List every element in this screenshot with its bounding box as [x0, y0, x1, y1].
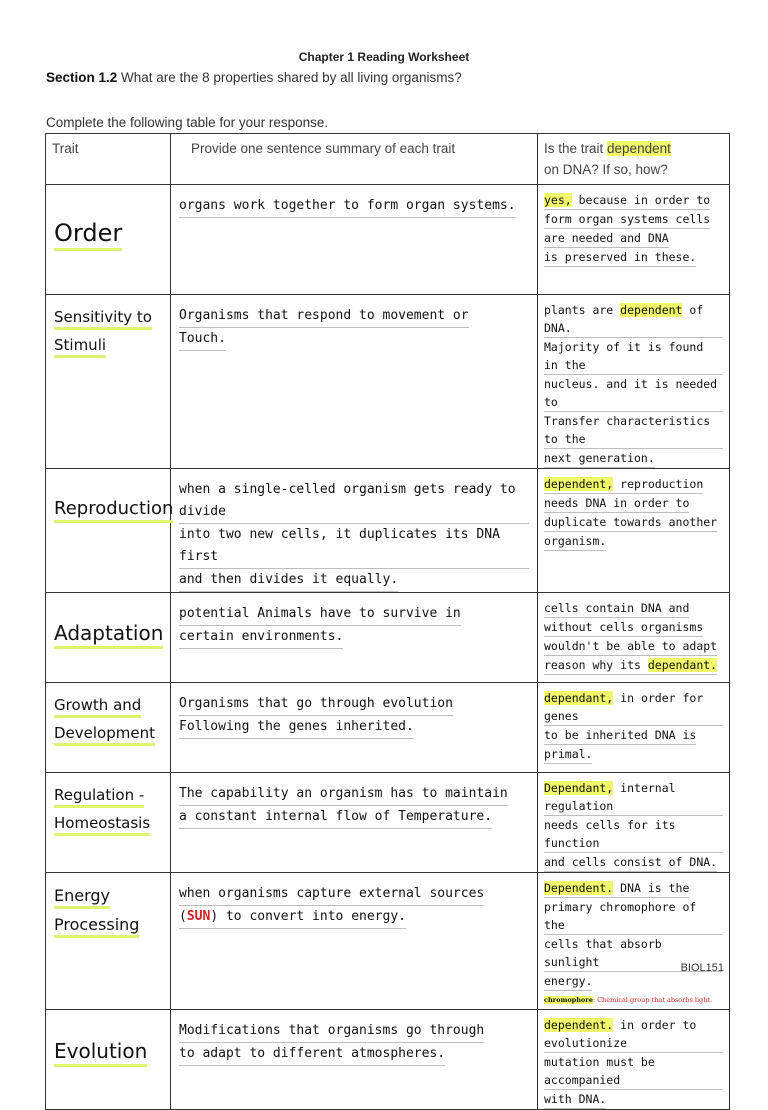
- trait-cell: [46, 1010, 171, 1110]
- dependency-cell: [538, 593, 730, 683]
- summary-cell: [171, 1010, 538, 1110]
- dependency-line: cells that absorb sunlight: [544, 935, 723, 972]
- trait-name: Adaptation: [54, 621, 163, 649]
- trait-cell: [46, 295, 171, 469]
- dependency-line: plants are dependent of DNA.: [544, 301, 723, 338]
- dependency-line: form organ systems cells: [544, 210, 710, 229]
- table-row: [46, 469, 730, 593]
- dependency-line: organism.: [544, 532, 606, 551]
- table-row: [46, 873, 730, 1010]
- dependency-cell: [538, 185, 730, 295]
- trait-name: Evolution: [54, 1039, 147, 1067]
- dependency-line: and cells consist of DNA.: [544, 853, 717, 872]
- trait-name: Growth and: [54, 696, 141, 718]
- trait-name: Processing: [54, 915, 139, 938]
- dependency-line: wouldn't be able to adapt: [544, 637, 717, 656]
- dependency-line: needs DNA in order to: [544, 494, 689, 513]
- summary-line: Following the genes inherited.: [179, 716, 414, 739]
- dependency-cell: [538, 1010, 730, 1110]
- trait-name: Regulation -: [54, 786, 144, 808]
- dependency-line: are needed and DNA: [544, 229, 669, 248]
- response-table: [45, 133, 730, 1110]
- dependency-line: yes, because in order to: [544, 191, 710, 210]
- dependency-line: mutation must be accompanied: [544, 1053, 723, 1090]
- table-row: [46, 683, 730, 773]
- dependency-line: next generation.: [544, 449, 655, 468]
- dependency-keyword: dependent.: [544, 1018, 614, 1032]
- trait-name: Stimuli: [54, 336, 106, 358]
- dependency-line: without cells organisms: [544, 618, 703, 637]
- table-row: [46, 295, 730, 469]
- instruction-text: Complete the following table for your response.: [46, 115, 329, 130]
- question-text: What are the 8 properties shared by all living organisms?: [117, 70, 462, 85]
- dependency-keyword: yes,: [544, 193, 572, 207]
- dependency-line: primary chromophore of the: [544, 898, 723, 935]
- summary-line: when organisms capture external sources: [179, 883, 484, 906]
- dependency-keyword: dependant.: [647, 658, 718, 672]
- summary-cell: [171, 683, 538, 773]
- summary-line: when a single-celled organism gets ready to divide: [179, 479, 529, 524]
- summary-cell: [171, 185, 538, 295]
- trait-name: Order: [54, 219, 122, 251]
- dependency-line: dependent. in order to evolutionize: [544, 1016, 723, 1053]
- trait-cell: [46, 773, 171, 873]
- dependency-keyword: Dependant,: [544, 781, 614, 795]
- table-row: [46, 185, 730, 295]
- section-question: [46, 70, 462, 85]
- dependency-line: reason why its dependant.: [544, 656, 717, 675]
- summary-cell: [171, 295, 538, 469]
- section-label: Section 1.2: [46, 70, 118, 85]
- note-text: : Chemical group that absorbs light.: [592, 996, 713, 1004]
- summary-line: into two new cells, it duplicates its DNA first: [179, 524, 529, 569]
- dependency-line: Majority of it is found in the: [544, 338, 723, 375]
- summary-cell: [171, 773, 538, 873]
- dependency-line: Transfer characteristics to the: [544, 412, 723, 449]
- dependency-line: Dependent. DNA is the: [544, 879, 689, 898]
- chromophore-note: [544, 991, 723, 1009]
- dependency-line: primal.: [544, 745, 592, 764]
- trait-cell: [46, 873, 171, 1010]
- summary-line: organs work together to form organ systems.: [179, 195, 516, 218]
- dependency-cell: [538, 469, 730, 593]
- dependency-cell: [538, 773, 730, 873]
- summary-line: to adapt to different atmospheres.: [179, 1043, 445, 1066]
- trait-cell: [46, 683, 171, 773]
- dependency-line: is preserved in these.: [544, 248, 696, 267]
- summary-line: The capability an organism has to maintain: [179, 783, 508, 806]
- summary-cell: [171, 469, 538, 593]
- table-header-row: [46, 134, 730, 185]
- summary-line: Modifications that organisms go through: [179, 1020, 484, 1043]
- dependency-cell: [538, 295, 730, 469]
- dependency-line: with DNA.: [544, 1090, 606, 1109]
- summary-line: a constant internal flow of Temperature.: [179, 806, 492, 829]
- dependency-line: energy.: [544, 972, 592, 991]
- summary-line: (SUN) to convert into energy.: [179, 906, 406, 929]
- note-key: chromophore: [544, 996, 593, 1004]
- header-dependent: Is the trait dependent on DNA? If so, how?: [538, 134, 730, 185]
- dependency-line: nucleus. and it is needed to: [544, 375, 723, 412]
- dependency-cell: [538, 683, 730, 773]
- summary-line: certain environments.: [179, 626, 343, 649]
- trait-cell: [46, 593, 171, 683]
- summary-cell: [171, 593, 538, 683]
- sun-word: SUN: [186, 909, 211, 924]
- summary-line: Organisms that respond to movement or: [179, 305, 469, 328]
- trait-name: Reproduction: [54, 498, 173, 523]
- summary-line: and then divides it equally.: [179, 569, 398, 592]
- table-row: [46, 773, 730, 873]
- trait-name: Homeostasis: [54, 814, 150, 836]
- summary-line: Touch.: [179, 328, 226, 351]
- dependency-cell: [538, 873, 730, 1010]
- trait-name: Energy: [54, 886, 110, 909]
- summary-cell: [171, 873, 538, 1010]
- trait-name: Sensitivity to: [54, 308, 152, 330]
- course-code: BIOL151: [680, 962, 724, 974]
- dependency-line: dependent, reproduction: [544, 475, 703, 494]
- trait-name: Development: [54, 724, 155, 746]
- header-summary: Provide one sentence summary of each trait: [171, 134, 538, 185]
- dependency-keyword: Dependent.: [544, 881, 614, 895]
- dependency-keyword: dependent,: [544, 477, 614, 491]
- table-row: [46, 1010, 730, 1110]
- header-trait: Trait: [46, 134, 171, 185]
- dependency-line: dependant, in order for genes: [544, 689, 723, 726]
- dependency-line: to be inherited DNA is: [544, 726, 696, 745]
- dependency-keyword: dependent: [620, 303, 683, 317]
- trait-cell: [46, 469, 174, 593]
- trait-cell: [46, 185, 171, 295]
- table-row: [46, 593, 730, 683]
- summary-line: Organisms that go through evolution: [179, 693, 453, 716]
- dependency-line: duplicate towards another: [544, 513, 717, 532]
- dependency-keyword: dependant,: [544, 691, 614, 705]
- summary-line: potential Animals have to survive in: [179, 603, 461, 626]
- dependency-line: needs cells for its function: [544, 816, 723, 853]
- dependency-line: cells contain DNA and: [544, 599, 689, 618]
- dependency-line: Dependant, internal regulation: [544, 779, 723, 816]
- worksheet-title: Chapter 1 Reading Worksheet: [298, 50, 470, 64]
